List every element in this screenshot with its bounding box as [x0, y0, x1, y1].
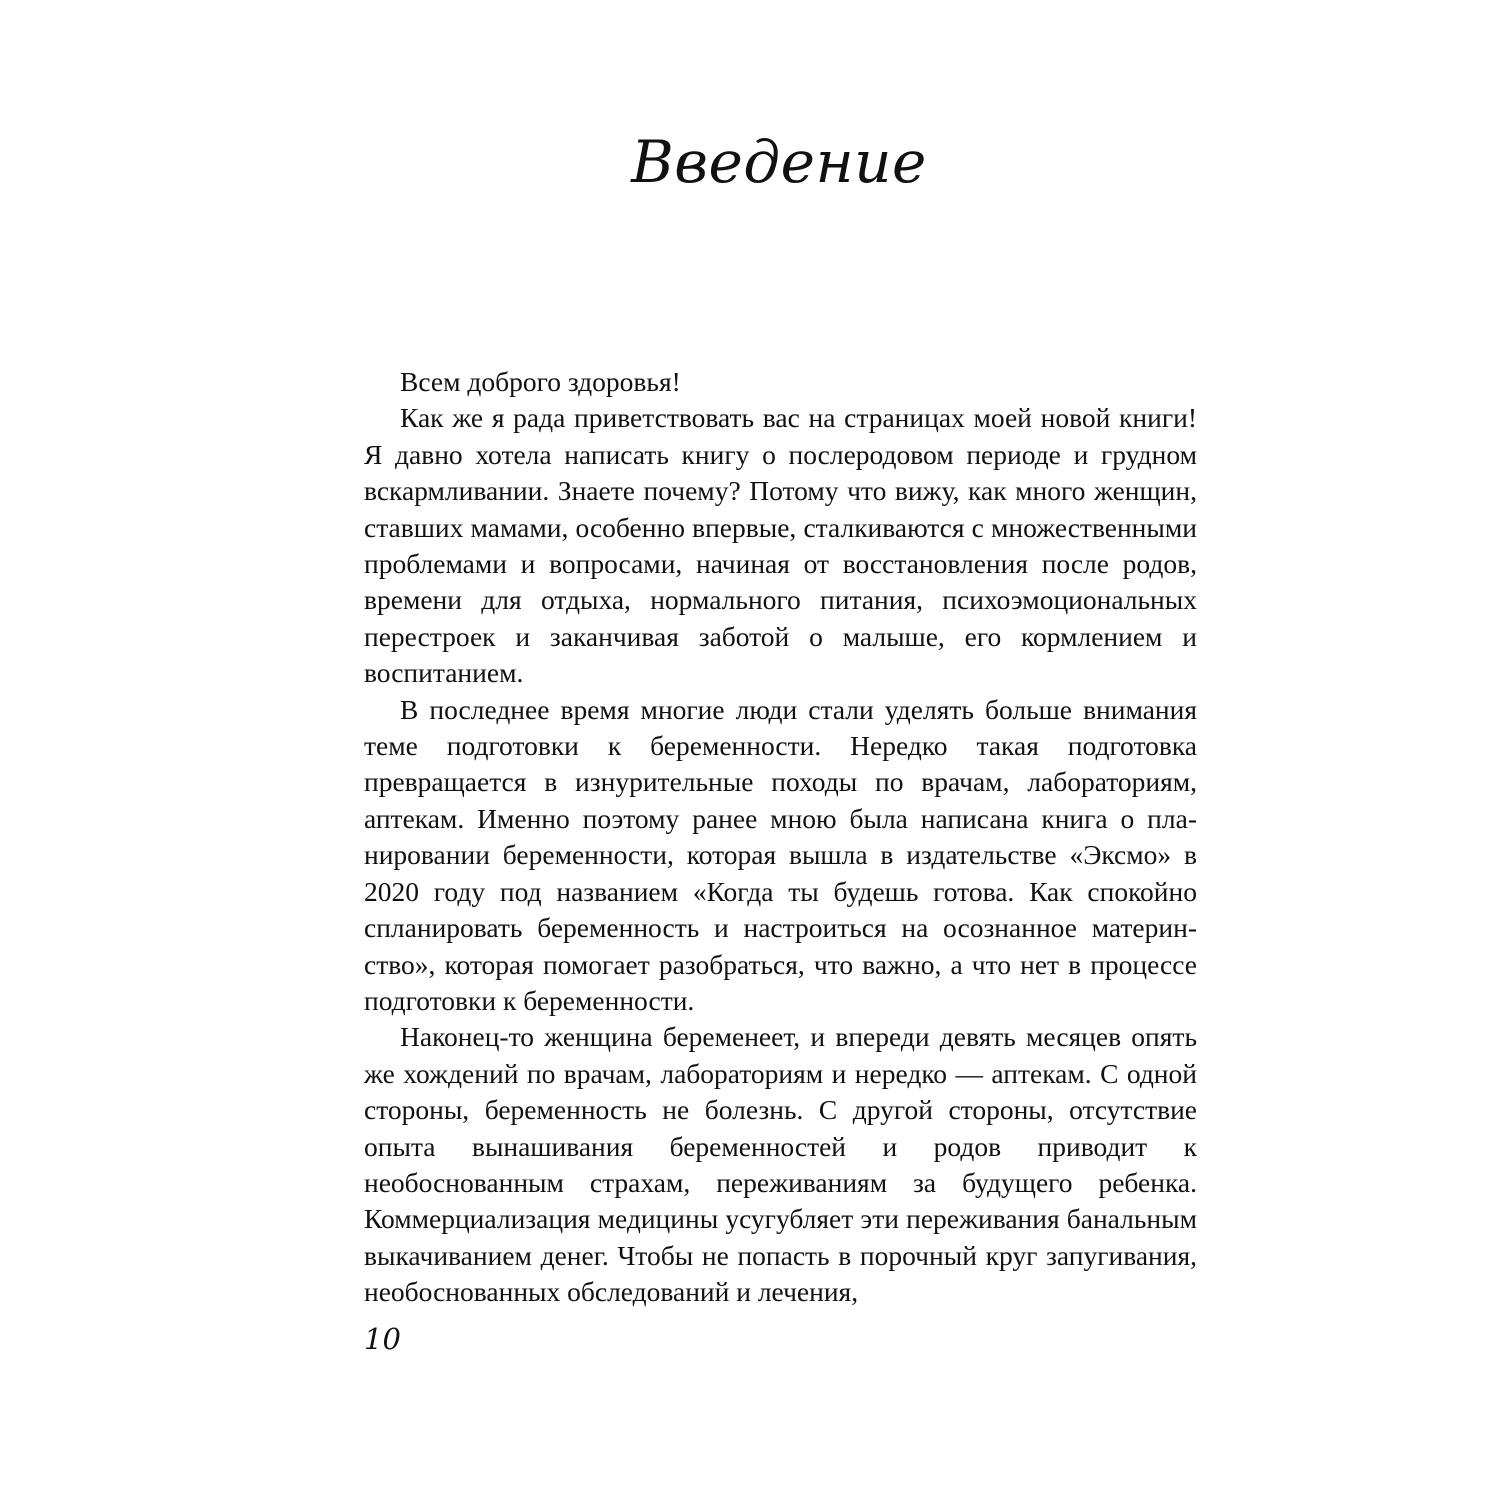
paragraph-intro: Как же я рада приветствовать вас на страницах моей новой книги! Я давно хотела написать книгу о послеродовом периоде и грудном вскармливании. Знаете почему? Потому что вижу, как много женщин, ставших мамами, особенно впервые, сталкиваются с множественными проблемами и вопросами, начиная от восстановления после родов, времени для отдыха, нормального питания, психоэмоциональных перестроек и заканчивая заботой о малыше, его кормлением и воспитанием. — [364, 402, 1197, 689]
paragraph-preparation: В последнее время многие люди стали уделять больше внимания теме подготовки к беременности. Нередко такая подготовка превращается в изнурительные походы по врачам, лабораториям, аптекам. Именно поэтому ранее мною была написана книга о планировании беременности, которая вышла в издательстве «Эксмо» в 2020 году под названием «Когда ты будешь готова. Как спокойно спланировать беременность и настроиться на осознанное материнство», которая помогает разобраться, что важно, а что нет в процессе подготовки к беременности. — [364, 693, 1197, 1016]
chapter-title: Введение — [631, 128, 927, 196]
paragraph-pregnancy: Наконец-то женщина беременеет, и впереди девять месяцев опять же хождений по врачам, лабораториям и нередко — аптекам. С одной стороны, беременность не болезнь. С другой стороны, отсутствие опыта вынашивания беременностей и родов приводит к необоснованным страхам, переживаниям за будущего ребенка. Коммерциализация медицины усугубляет эти переживания банальным выкачиванием денег. Чтобы не попасть в порочный круг запугивания, необоснованных обследований и лечения, — [364, 1021, 1197, 1308]
page-number: 10 — [364, 1322, 401, 1356]
paragraph-greeting: Всем доброго здоровья! — [400, 366, 681, 397]
body-text — [364, 364, 1197, 1311]
